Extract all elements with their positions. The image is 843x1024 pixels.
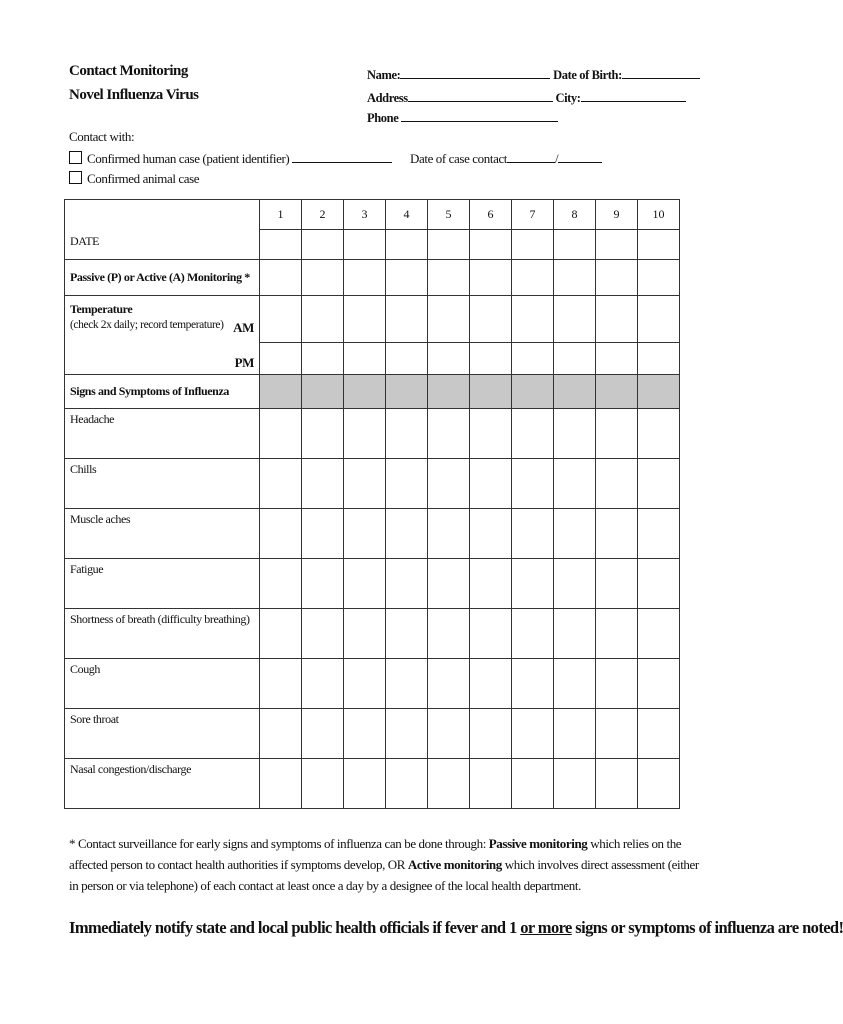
signs-header-cell-day-8 — [554, 375, 596, 409]
symptom-1-cell-day-10[interactable] — [638, 409, 680, 459]
symptom-6-cell-day-7[interactable] — [512, 659, 554, 709]
date-cell-day-7[interactable] — [512, 230, 554, 260]
symptom-1-cell-day-3[interactable] — [344, 409, 386, 459]
day-number-9: 9 — [596, 200, 638, 230]
symptom-7-cell-day-4[interactable] — [386, 709, 428, 759]
address-line[interactable] — [408, 89, 553, 102]
temperature-am-cell-day-3[interactable] — [344, 296, 386, 343]
symptom-7-label: Sore throat — [70, 712, 119, 726]
symptom-8-cell-day-10[interactable] — [638, 759, 680, 809]
symptom-8-cell-day-2[interactable] — [302, 759, 344, 809]
symptom-4-cell-day-5[interactable] — [428, 559, 470, 609]
monitoring-cell-day-3[interactable] — [344, 260, 386, 296]
symptom-8-cell-day-6[interactable] — [470, 759, 512, 809]
temperature-pm-row-header — [65, 343, 260, 375]
temperature-am-cell-day-2[interactable] — [302, 296, 344, 343]
symptom-2-cell-day-3[interactable] — [344, 459, 386, 509]
footnote-text-1: * Contact surveillance for early signs and symptoms of influenza can be done through: — [69, 836, 489, 851]
symptom-6-cell-day-3[interactable] — [344, 659, 386, 709]
signs-symptoms-header — [65, 375, 260, 409]
symptom-3-row-header — [65, 509, 260, 559]
date-cell-day-8[interactable] — [554, 230, 596, 260]
temperature-am-cell-day-8[interactable] — [554, 296, 596, 343]
date-cell-day-9[interactable] — [596, 230, 638, 260]
date-separator: / — [555, 151, 559, 166]
symptom-6-label: Cough — [70, 662, 101, 676]
day-number-5: 5 — [428, 200, 470, 230]
temperature-pm-cell-day-9[interactable] — [596, 343, 638, 375]
name-line[interactable] — [400, 66, 550, 79]
temperature-pm-cell-day-7[interactable] — [512, 343, 554, 375]
signs-header-cell-day-9 — [596, 375, 638, 409]
symptom-3-cell-day-3[interactable] — [344, 509, 386, 559]
signs-symptoms-label: Signs and Symptoms of Influenza — [70, 384, 229, 398]
address-field[interactable] — [367, 89, 686, 106]
symptom-4-cell-day-3[interactable] — [344, 559, 386, 609]
monitoring-cell-day-1[interactable] — [260, 260, 302, 296]
symptom-4-row-header — [65, 559, 260, 609]
monitoring-cell-day-9[interactable] — [596, 260, 638, 296]
symptom-8-cell-day-3[interactable] — [344, 759, 386, 809]
animal-case-label: Confirmed animal case — [87, 171, 200, 186]
temperature-pm-cell-day-5[interactable] — [428, 343, 470, 375]
symptom-3-cell-day-6[interactable] — [470, 509, 512, 559]
symptom-5-cell-day-5[interactable] — [428, 609, 470, 659]
symptom-8-cell-day-1[interactable] — [260, 759, 302, 809]
date-cell-day-6[interactable] — [470, 230, 512, 260]
notification-notice — [69, 918, 843, 938]
symptom-3-cell-day-8[interactable] — [554, 509, 596, 559]
temperature-note: (check 2x daily; record temperature) — [70, 319, 224, 331]
symptom-7-cell-day-7[interactable] — [512, 709, 554, 759]
human-case-checkbox[interactable] — [69, 151, 82, 164]
signs-header-cell-day-3 — [344, 375, 386, 409]
notice-underlined: or more — [520, 918, 572, 937]
form-title: Contact Monitoring — [69, 63, 188, 79]
symptom-5-cell-day-6[interactable] — [470, 609, 512, 659]
symptom-4-cell-day-9[interactable] — [596, 559, 638, 609]
symptom-2-cell-day-1[interactable] — [260, 459, 302, 509]
temperature-am-cell-day-10[interactable] — [638, 296, 680, 343]
symptom-4-cell-day-2[interactable] — [302, 559, 344, 609]
symptom-4-label: Fatigue — [70, 562, 104, 576]
symptom-1-cell-day-2[interactable] — [302, 409, 344, 459]
symptom-6-cell-day-5[interactable] — [428, 659, 470, 709]
symptom-6-row-header — [65, 659, 260, 709]
symptom-7-cell-day-3[interactable] — [344, 709, 386, 759]
day-number-8: 8 — [554, 200, 596, 230]
monitoring-cell-day-2[interactable] — [302, 260, 344, 296]
symptom-4-cell-day-1[interactable] — [260, 559, 302, 609]
symptom-3-cell-day-5[interactable] — [428, 509, 470, 559]
symptom-1-cell-day-1[interactable] — [260, 409, 302, 459]
temperature-am-cell-day-1[interactable] — [260, 296, 302, 343]
temperature-pm-cell-day-1[interactable] — [260, 343, 302, 375]
temperature-label: Temperature — [70, 302, 133, 316]
symptom-8-cell-day-9[interactable] — [596, 759, 638, 809]
symptom-1-label: Headache — [70, 412, 115, 426]
signs-header-cell-day-1 — [260, 375, 302, 409]
monitoring-cell-day-5[interactable] — [428, 260, 470, 296]
human-case-option[interactable] — [69, 150, 392, 167]
symptom-5-cell-day-9[interactable] — [596, 609, 638, 659]
day-number-6: 6 — [470, 200, 512, 230]
notice-text-2: signs or symptoms of influenza are noted! — [571, 918, 843, 937]
date-day-line[interactable] — [558, 150, 602, 163]
symptom-5-cell-day-8[interactable] — [554, 609, 596, 659]
symptom-5-cell-day-10[interactable] — [638, 609, 680, 659]
monitoring-table — [64, 199, 680, 809]
signs-header-cell-day-2 — [302, 375, 344, 409]
signs-header-cell-day-10 — [638, 375, 680, 409]
patient-identifier-line[interactable] — [292, 150, 392, 163]
monitoring-cell-day-8[interactable] — [554, 260, 596, 296]
signs-header-cell-day-4 — [386, 375, 428, 409]
temperature-am-cell-day-6[interactable] — [470, 296, 512, 343]
notice-text-1: Immediately notify state and local public health officials if fever and 1 — [69, 918, 521, 937]
symptom-3-cell-day-10[interactable] — [638, 509, 680, 559]
temperature-pm-cell-day-3[interactable] — [344, 343, 386, 375]
contact-heading: Contact with: — [69, 129, 135, 144]
footnote — [69, 833, 699, 896]
symptom-6-cell-day-4[interactable] — [386, 659, 428, 709]
phone-field[interactable] — [367, 109, 558, 126]
symptom-1-cell-day-9[interactable] — [596, 409, 638, 459]
symptom-7-cell-day-10[interactable] — [638, 709, 680, 759]
symptom-7-cell-day-6[interactable] — [470, 709, 512, 759]
symptom-8-cell-day-7[interactable] — [512, 759, 554, 809]
symptom-3-cell-day-7[interactable] — [512, 509, 554, 559]
symptom-6-cell-day-6[interactable] — [470, 659, 512, 709]
dob-label: Date of Birth: — [553, 68, 622, 82]
temperature-pm-cell-day-2[interactable] — [302, 343, 344, 375]
date-label: DATE — [70, 234, 100, 248]
animal-case-option[interactable] — [69, 171, 199, 187]
date-month-line[interactable] — [507, 150, 555, 163]
name-field[interactable] — [367, 66, 700, 83]
active-monitoring-term: Active monitoring — [407, 857, 502, 872]
symptom-4-cell-day-4[interactable] — [386, 559, 428, 609]
monitoring-cell-day-4[interactable] — [386, 260, 428, 296]
symptom-8-cell-day-4[interactable] — [386, 759, 428, 809]
footnote-text-2: which relies on the affected person to contact health authorities if symptoms develop, OR — [69, 836, 682, 872]
date-row-header — [65, 200, 260, 260]
symptom-1-row-header — [65, 409, 260, 459]
name-label: Name: — [367, 68, 401, 82]
temperature-am-cell-day-9[interactable] — [596, 296, 638, 343]
temperature-am-row-header — [65, 296, 260, 343]
temperature-am-cell-day-5[interactable] — [428, 296, 470, 343]
symptom-2-cell-day-6[interactable] — [470, 459, 512, 509]
symptom-3-cell-day-9[interactable] — [596, 509, 638, 559]
symptom-2-cell-day-4[interactable] — [386, 459, 428, 509]
symptom-6-cell-day-8[interactable] — [554, 659, 596, 709]
symptom-1-cell-day-5[interactable] — [428, 409, 470, 459]
symptom-7-cell-day-2[interactable] — [302, 709, 344, 759]
monitoring-cell-day-6[interactable] — [470, 260, 512, 296]
symptom-4-cell-day-6[interactable] — [470, 559, 512, 609]
symptom-7-cell-day-8[interactable] — [554, 709, 596, 759]
date-of-contact-field[interactable] — [410, 150, 602, 167]
day-number-4: 4 — [386, 200, 428, 230]
symptom-8-row-header — [65, 759, 260, 809]
city-line[interactable] — [581, 89, 686, 102]
symptom-2-cell-day-7[interactable] — [512, 459, 554, 509]
dob-line[interactable] — [622, 66, 700, 79]
am-label: AM — [233, 320, 254, 335]
date-of-contact-label: Date of case contact — [410, 151, 508, 166]
phone-label: Phone — [367, 111, 399, 125]
symptom-5-cell-day-2[interactable] — [302, 609, 344, 659]
day-number-10: 10 — [638, 200, 680, 230]
symptom-2-cell-day-8[interactable] — [554, 459, 596, 509]
date-cell-day-1[interactable] — [260, 230, 302, 260]
phone-line[interactable] — [401, 109, 558, 122]
symptom-7-cell-day-5[interactable] — [428, 709, 470, 759]
passive-monitoring-term: Passive monitoring — [488, 836, 588, 851]
day-number-7: 7 — [512, 200, 554, 230]
date-cell-day-10[interactable] — [638, 230, 680, 260]
symptom-5-cell-day-3[interactable] — [344, 609, 386, 659]
form-subtitle: Novel Influenza Virus — [69, 87, 199, 103]
date-cell-day-3[interactable] — [344, 230, 386, 260]
pm-label: PM — [234, 354, 254, 370]
monitoring-cell-day-7[interactable] — [512, 260, 554, 296]
symptom-3-cell-day-4[interactable] — [386, 509, 428, 559]
symptom-2-label: Chills — [70, 462, 97, 476]
symptom-3-cell-day-1[interactable] — [260, 509, 302, 559]
animal-case-checkbox[interactable] — [69, 171, 82, 184]
signs-header-cell-day-7 — [512, 375, 554, 409]
temperature-pm-cell-day-6[interactable] — [470, 343, 512, 375]
temperature-pm-cell-day-8[interactable] — [554, 343, 596, 375]
symptom-1-cell-day-8[interactable] — [554, 409, 596, 459]
symptom-4-cell-day-10[interactable] — [638, 559, 680, 609]
symptom-6-cell-day-2[interactable] — [302, 659, 344, 709]
day-number-1: 1 — [260, 200, 302, 230]
symptom-5-label: Shortness of breath (difficulty breathing) — [70, 612, 250, 626]
monitoring-cell-day-10[interactable] — [638, 260, 680, 296]
symptom-3-cell-day-2[interactable] — [302, 509, 344, 559]
footnote-text-3: which involves direct assessment (either in person or via telephone) of each contact at least once a day by a designee of the local health department. — [69, 857, 699, 893]
symptom-2-cell-day-9[interactable] — [596, 459, 638, 509]
signs-header-cell-day-5 — [428, 375, 470, 409]
symptom-4-cell-day-8[interactable] — [554, 559, 596, 609]
symptom-5-row-header — [65, 609, 260, 659]
symptom-1-cell-day-6[interactable] — [470, 409, 512, 459]
symptom-8-cell-day-5[interactable] — [428, 759, 470, 809]
temperature-am-cell-day-7[interactable] — [512, 296, 554, 343]
temperature-pm-cell-day-10[interactable] — [638, 343, 680, 375]
city-label: City: — [555, 91, 581, 105]
monitoring-row-header — [65, 260, 260, 296]
temperature-am-cell-day-4[interactable] — [386, 296, 428, 343]
address-label: Address — [367, 91, 408, 105]
symptom-2-cell-day-5[interactable] — [428, 459, 470, 509]
date-cell-day-4[interactable] — [386, 230, 428, 260]
day-number-2: 2 — [302, 200, 344, 230]
symptom-6-cell-day-10[interactable] — [638, 659, 680, 709]
symptom-1-cell-day-4[interactable] — [386, 409, 428, 459]
symptom-6-cell-day-9[interactable] — [596, 659, 638, 709]
symptom-2-cell-day-10[interactable] — [638, 459, 680, 509]
temperature-pm-cell-day-4[interactable] — [386, 343, 428, 375]
symptom-2-row-header — [65, 459, 260, 509]
monitoring-label: Passive (P) or Active (A) Monitoring * — [70, 270, 250, 284]
symptom-4-cell-day-7[interactable] — [512, 559, 554, 609]
day-number-3: 3 — [344, 200, 386, 230]
symptom-5-cell-day-4[interactable] — [386, 609, 428, 659]
symptom-7-cell-day-9[interactable] — [596, 709, 638, 759]
human-case-label: Confirmed human case (patient identifier) — [87, 151, 290, 166]
date-cell-day-5[interactable] — [428, 230, 470, 260]
symptom-1-cell-day-7[interactable] — [512, 409, 554, 459]
symptom-2-cell-day-2[interactable] — [302, 459, 344, 509]
symptom-8-cell-day-8[interactable] — [554, 759, 596, 809]
symptom-7-cell-day-1[interactable] — [260, 709, 302, 759]
symptom-3-label: Muscle aches — [70, 512, 131, 526]
date-cell-day-2[interactable] — [302, 230, 344, 260]
symptom-5-cell-day-1[interactable] — [260, 609, 302, 659]
symptom-8-label: Nasal congestion/discharge — [70, 762, 192, 776]
symptom-5-cell-day-7[interactable] — [512, 609, 554, 659]
symptom-7-row-header — [65, 709, 260, 759]
symptom-6-cell-day-1[interactable] — [260, 659, 302, 709]
signs-header-cell-day-6 — [470, 375, 512, 409]
